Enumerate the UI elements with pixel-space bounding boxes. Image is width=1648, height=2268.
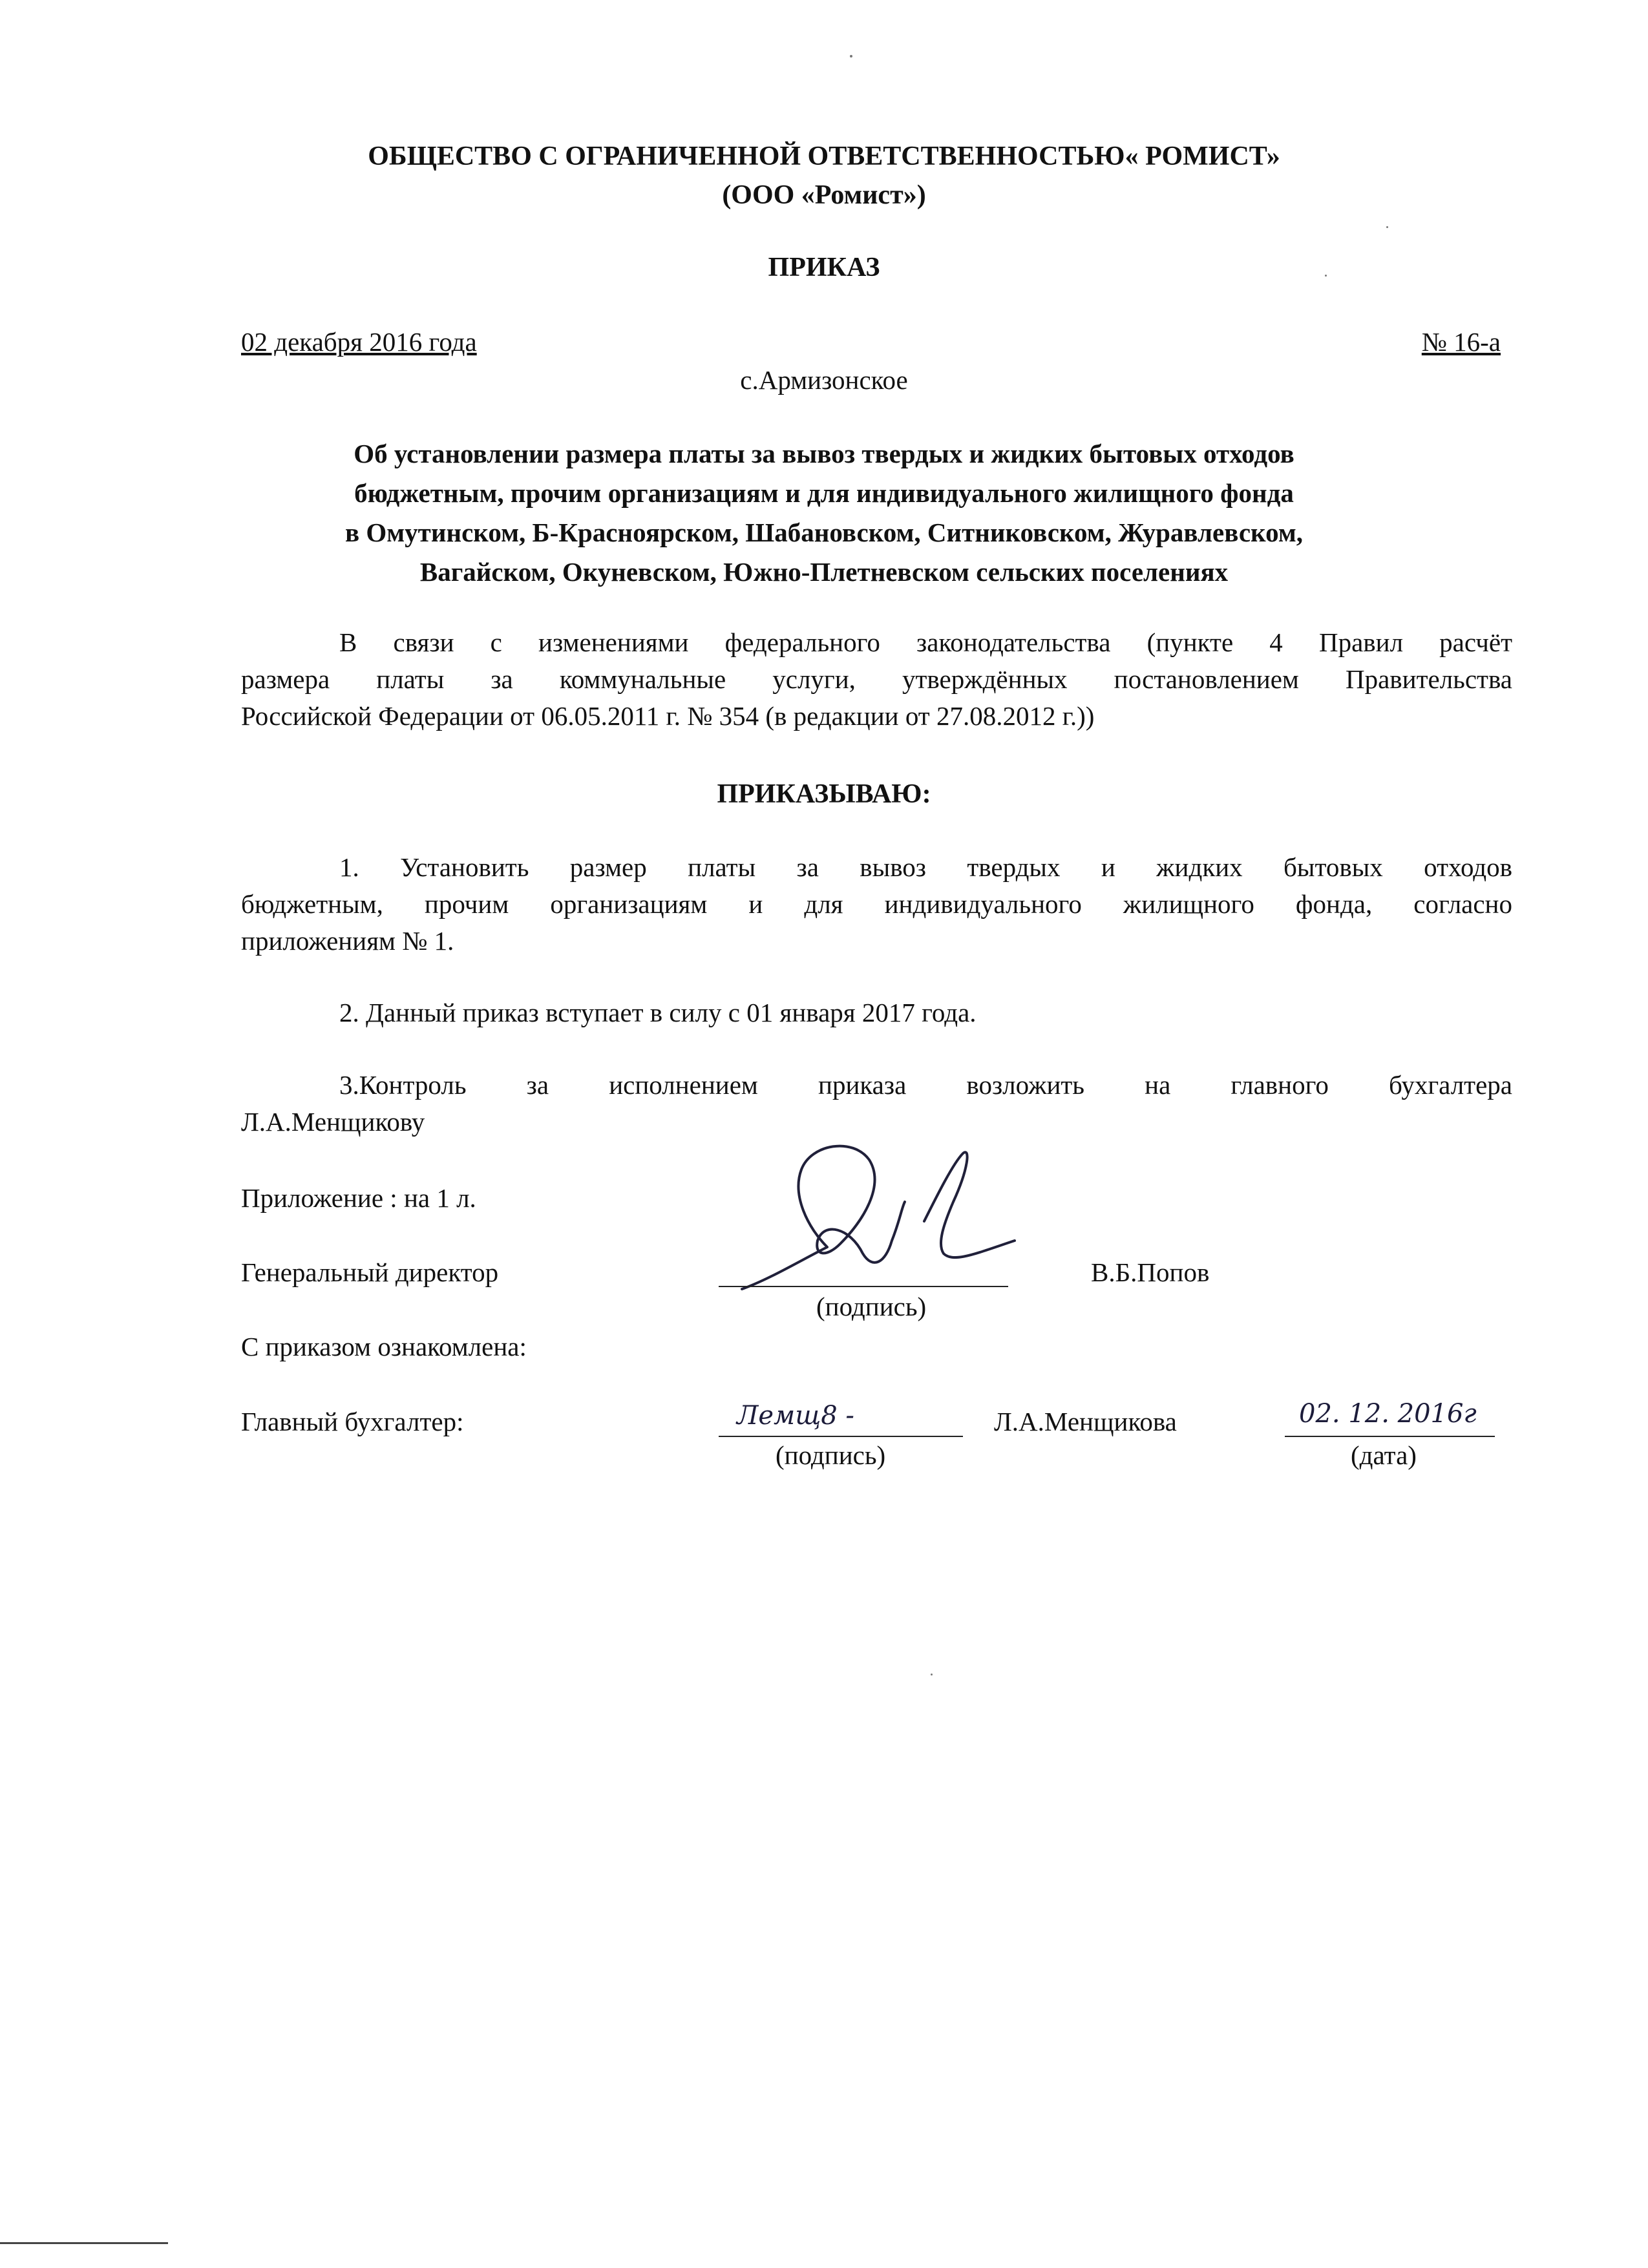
company-full-name: ОБЩЕСТВО С ОГРАНИЧЕННОЙ ОТВЕТСТВЕННОСТЬЮ« РОМИСТ» (368, 142, 1280, 171)
document-type: ПРИКАЗ (768, 253, 880, 282)
order-number: № 16-а (1421, 327, 1501, 357)
accountant-signature-caption: (подпись) (776, 1440, 886, 1470)
attachment-note: Приложение : на 1 л. (241, 1183, 476, 1213)
item-line: бюджетным, прочим организациям и для индивидуального жилищного фонда, согласно (241, 889, 1512, 919)
scan-speck (931, 1674, 933, 1675)
preamble-line: В связи с изменениями федерального законодательства (пункте 4 Правил расчёт (339, 627, 1512, 657)
item-line: Л.А.Менщикову (241, 1107, 425, 1137)
item-line: 3.Контроль за исполнением приказа возложить на главного бухгалтера (339, 1070, 1512, 1100)
order-item-2: 2. Данный приказ вступает в силу с 01 января 2017 года. (339, 998, 977, 1027)
date-caption: (дата) (1351, 1440, 1417, 1470)
subject-line: Вагайском, Окуневском, Южно-Плетневском сельских поселениях (419, 557, 1229, 587)
company-short-name: (ООО «Ромист») (722, 180, 926, 210)
order-date: 02 декабря 2016 года (241, 327, 477, 357)
subject-line: Об установлении размера платы за вывоз твердых и жидких бытовых отходов (354, 439, 1294, 468)
scan-speck (1325, 275, 1327, 277)
date-line (1285, 1436, 1495, 1437)
subject-line: бюджетным, прочим организациям и для индивидуального жилищного фонда (354, 478, 1294, 508)
accountant-signature-line (719, 1436, 963, 1437)
place: с.Армизонское (740, 365, 908, 395)
preamble-line: размера платы за коммунальные услуги, утверждённых постановлением Правительства (241, 664, 1512, 694)
director-title: Генеральный директор (241, 1257, 499, 1287)
accountant-name: Л.А.Менщикова (994, 1407, 1177, 1436)
subject-line: в Омутинском, Б-Красноярском, Шабановском, Ситниковском, Журавлевском, (344, 518, 1304, 547)
preamble-line: Российской Федерации от 06.05.2011 г. № 354 (в редакции от 27.08.2012 г.)) (241, 701, 1095, 731)
order-word: ПРИКАЗЫВАЮ: (717, 779, 931, 809)
accountant-signature: Лемщ8 - (737, 1401, 854, 1431)
director-name: В.Б.Попов (1091, 1257, 1210, 1287)
director-signature (730, 1124, 1028, 1299)
item-line: приложениям № 1. (241, 926, 454, 956)
handwritten-date: 02. 12. 2016г (1299, 1399, 1477, 1429)
scan-edge-line (0, 2242, 168, 2244)
scan-speck (1386, 226, 1388, 228)
accountant-title: Главный бухгалтер: (241, 1407, 464, 1436)
director-signature-line (719, 1286, 1008, 1287)
scan-speck (850, 55, 852, 58)
acknowledgement-label: С приказом ознакомлена: (241, 1332, 527, 1361)
item-line: 1. Установить размер платы за вывоз твердых и жидких бытовых отходов (339, 852, 1512, 882)
director-signature-caption: (подпись) (816, 1292, 927, 1321)
